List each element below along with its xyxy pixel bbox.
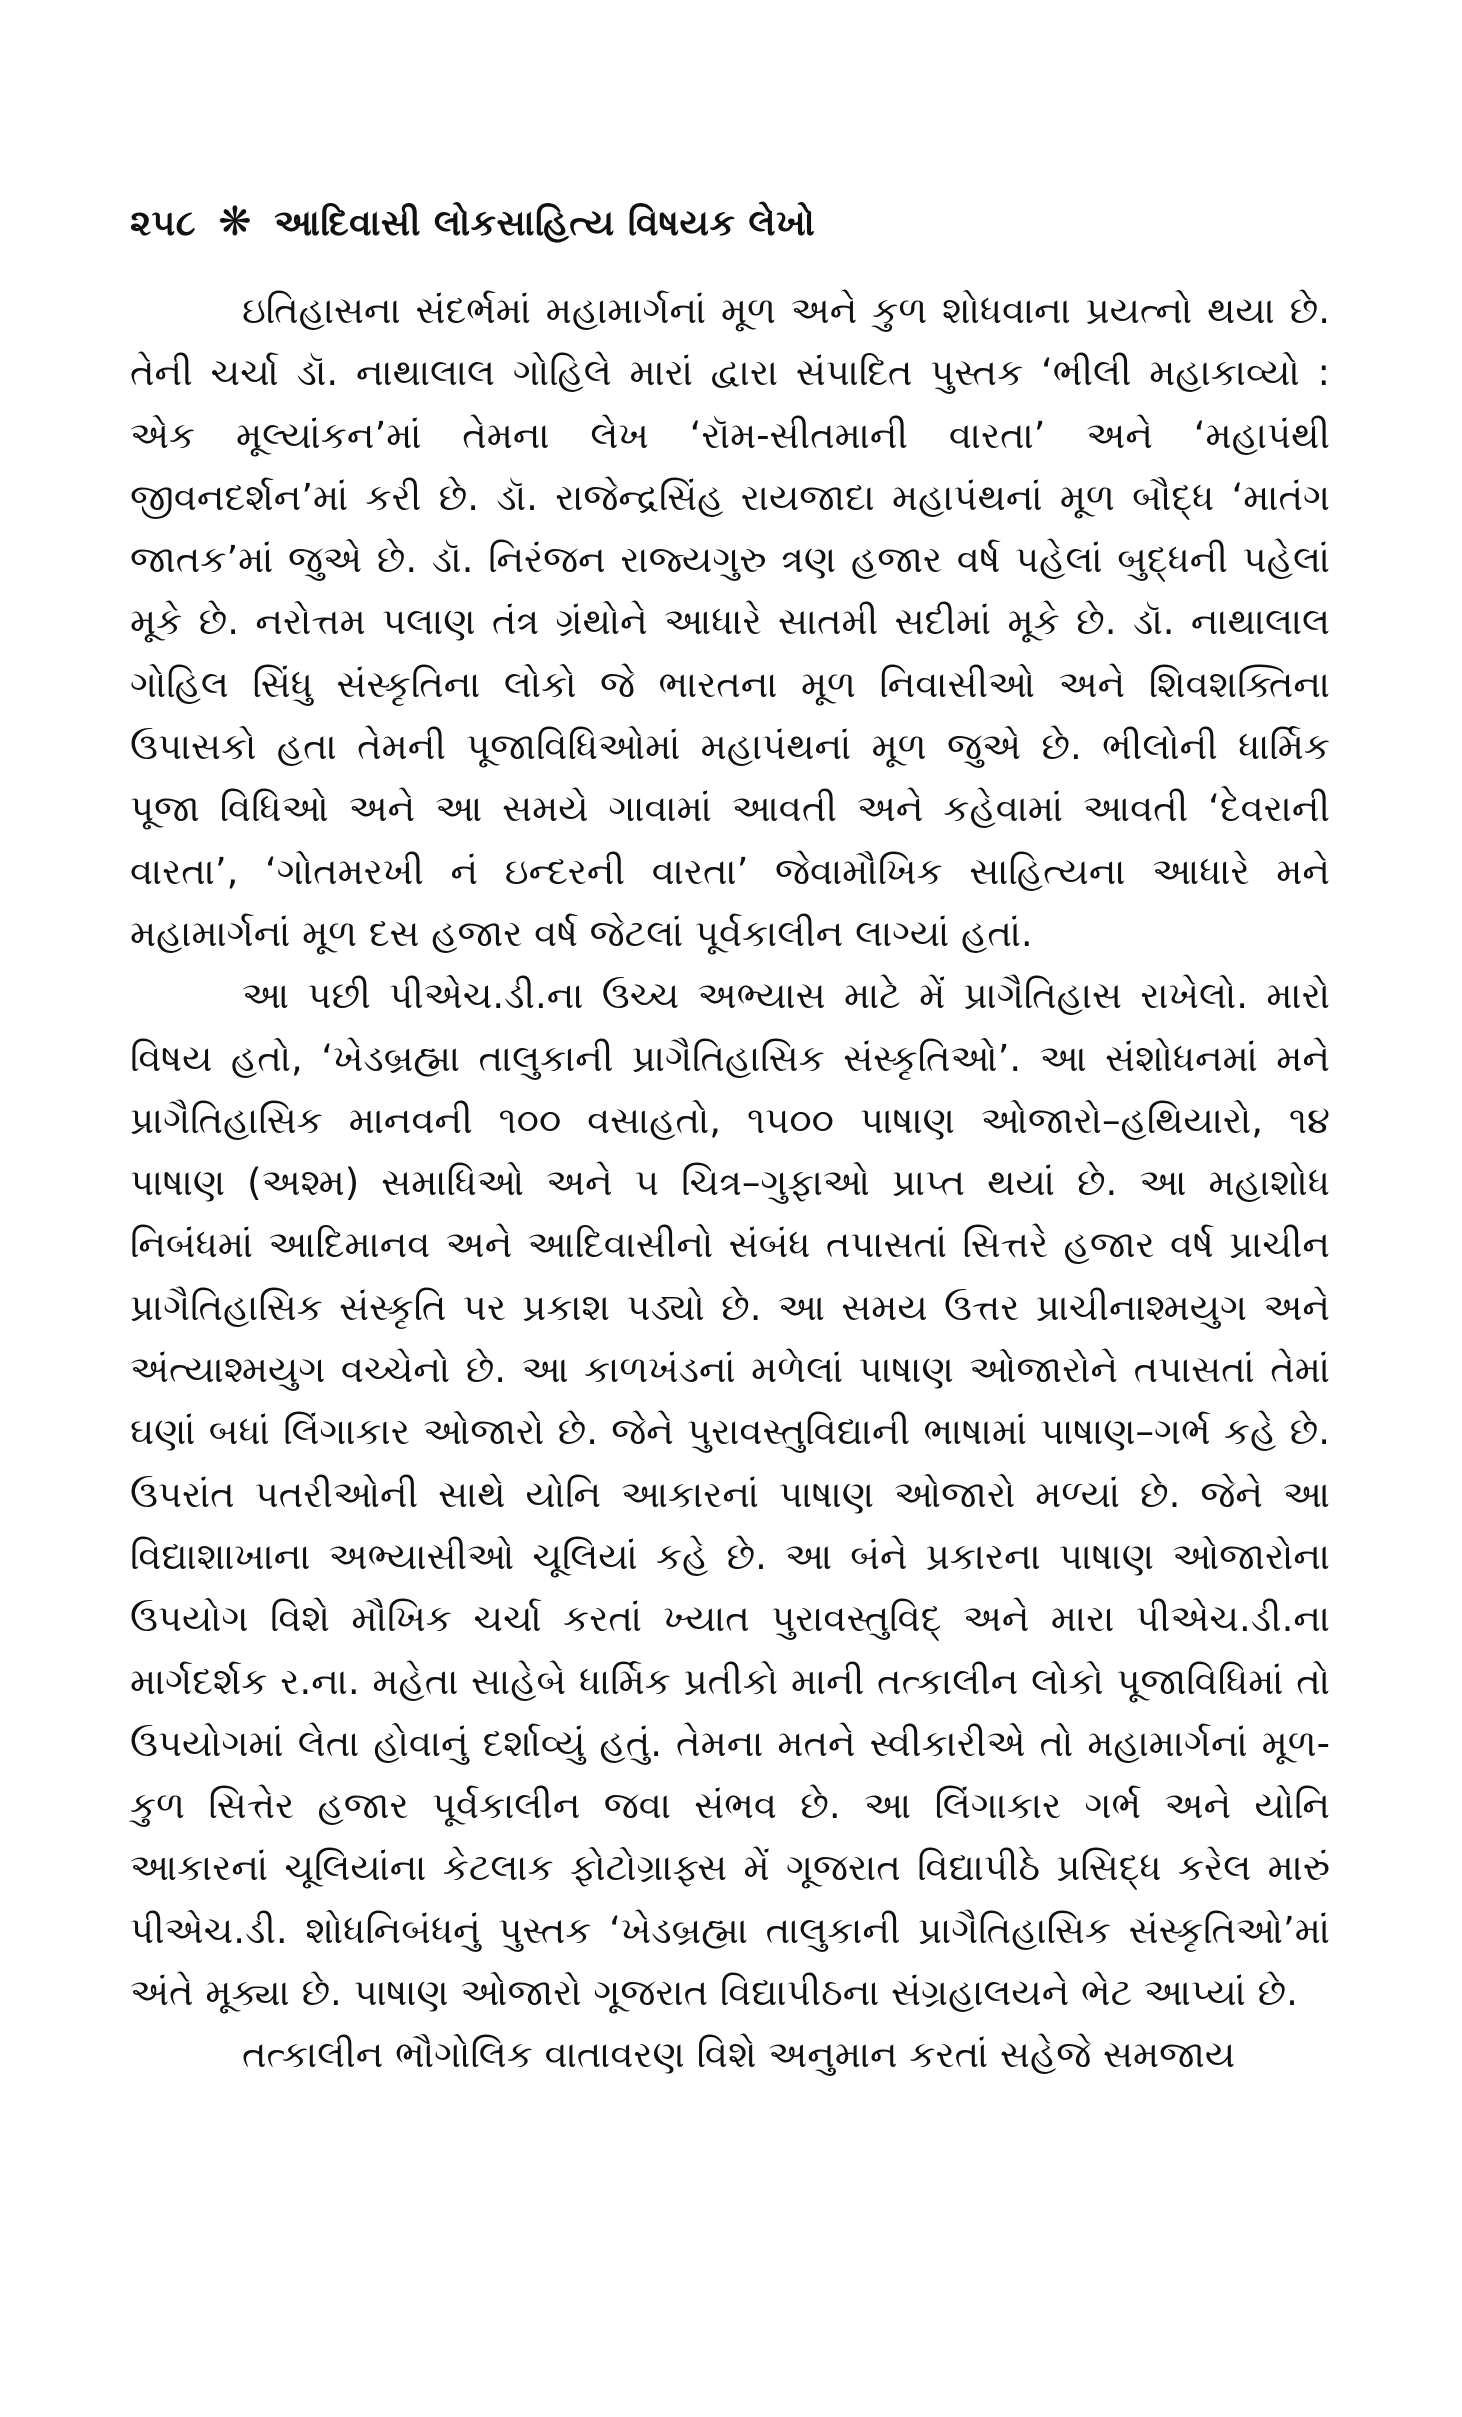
paragraph: આ પછી પીએચ.ડી.ના ઉચ્ચ અભ્યાસ માટે મેં પ્રાગૈતિહાસ રાખેલો. મારો વિષય હતો, ‘ખેડબ્રહ્મા તાલુકાની પ્રાગૈતિહાસિક સંસ્કૃતિઓ’. આ સંશોધનમાં મને પ્રાગૈતિહાસિક માનવની ૧૦૦ વસાહતો, ૧૫૦૦ પાષાણ ઓજારો–હથિયારો, ૧૪ પાષાણ (અશ્મ) સમાધિઓ અને ૫ ચિત્ર–ગુફાઓ પ્રાપ્ત થયાં છે. આ મહાશોધ નિબંધમાં આદિમાનવ અને આદિવાસીનો સંબંધ તપાસતાં સિત્તરે હજાર વર્ષ પ્રાચીન પ્રાગૈતિહાસિક સંસ્કૃતિ પર પ્રકાશ પડ્યો છે. આ સમય ઉત્તર પ્રાચીનાશ્મયુગ અને અંત્યાશ્મયુગ વચ્ચેનો છે. આ કાળખંડનાં મળેલાં પાષાણ ઓજારોને તપાસતાં તેમાં ઘણાં બધાં લિંગાકાર ઓજારો છે. જેને પુરાવસ્તુવિદ્યાની ભાષામાં પાષાણ–ગર્ભ કહે છે. ઉપરાંત પતરીઓની સાથે યોનિ આકારનાં પાષાણ ઓજારો મળ્યાં છે. જેને આ વિદ્યાશાખાના અભ્યાસીઓ ચૂલિયાં કહે છે. આ બંને પ્રકારના પાષાણ ઓજારોના ઉપયોગ વિશે મૌખિક ચર્ચા કરતાં ખ્યાત પુરાવસ્તુવિદ્ અને મારા પીએચ.ડી.ના માર્ગદર્શક ર.ના. મહેતા સાહેબે ધાર્મિક પ્રતીકો માની તત્કાલીન લોકો પૂજાવિધિમાં તો ઉપયોગમાં લેતા હોવાનું દર્શાવ્યું હતું. તેમના મતને સ્વીકારીએ તો મહામાર્ગનાં મૂળ-કુળ સિત્તેર હજાર પૂર્વકાલીન જવા સંભવ છે. આ લિંગાકાર ગર્ભ અને યોનિ આકારનાં ચૂલિયાંના કેટલાક ફોટોગ્રાફ્સ મેં ગૂજરાત વિદ્યાપીઠે પ્રસિદ્ધ કરેલ મારું પીએચ.ડી. શોધનિબંધનું પુસ્તક ‘ખેડબ્રહ્મા તાલુકાની પ્રાગૈતિહાસિક સંસ્કૃતિઓ’માં અંતે મૂક્યા છે. પાષાણ ઓજારો ગૂજરાત વિદ્યાપીઠના સંગ્રહાલયને ભેટ આપ્યાં છે. xyxy=(130,974,1330,2015)
paragraph: તત્કાલીન ભૌગોલિક વાતાવરણ વિશે અનુમાન કરતાં સહેજે સમજાય xyxy=(242,2033,1236,2077)
running-header xyxy=(130,196,1330,250)
book-page xyxy=(130,196,1330,2087)
running-title: આદિવાસી લોકસાહિત્ય વિષયક લેખો xyxy=(274,203,816,244)
asterisk-ornament-icon: ❋ xyxy=(218,199,253,245)
page-number: ૨૫૮ xyxy=(130,203,197,244)
body-text xyxy=(130,280,1330,2087)
paragraph: ઇતિહાસના સંદર્ભમાં મહામાર્ગનાં મૂળ અને કુળ શોધવાના પ્રયત્નો થયા છે. તેની ચર્ચા ડૉ. નાથાલાલ ગોહિલે મારાં દ્વારા સંપાદિત પુસ્તક ‘ભીલી મહાકાવ્યો : એક મૂલ્યાંકન’માં તેમના લેખ ‘રૉમ-સીતમાની વારતા’ અને ‘મહાપંથી જીવનદર્શન’માં કરી છે. ડૉ. રાજેન્દ્રસિંહ રાયજાદા મહાપંથનાં મૂળ બૌદ્ધ ‘માતંગ જાતક’માં જુએ છે. ડૉ. નિરંજન રાજ્યગુરુ ત્રણ હજાર વર્ષ પહેલાં બુદ્ધની પહેલાં મૂકે છે. નરોત્તમ પલાણ તંત્ર ગ્રંથોને આધારે સાતમી સદીમાં મૂકે છે. ડૉ. નાથાલાલ ગોહિલ સિંધુ સંસ્કૃતિના લોકો જે ભારતના મૂળ નિવાસીઓ અને શિવશક્તિના ઉપાસકો હતા તેમની પૂજાવિધિઓમાં મહાપંથનાં મૂળ જુએ છે. ભીલોની ધાર્મિક પૂજા વિધિઓ અને આ સમયે ગાવામાં આવતી અને કહેવામાં આવતી ‘દેવરાની વારતા’, ‘ગોતમરખી નં ઇન્દરની વારતા’ જેવામૌખિક સાહિત્યના આધારે મને મહામાર્ગનાં મૂળ દસ હજાર વર્ષ જેટલાં પૂર્વકાલીન લાગ્યાં હતાં. xyxy=(130,289,1330,955)
